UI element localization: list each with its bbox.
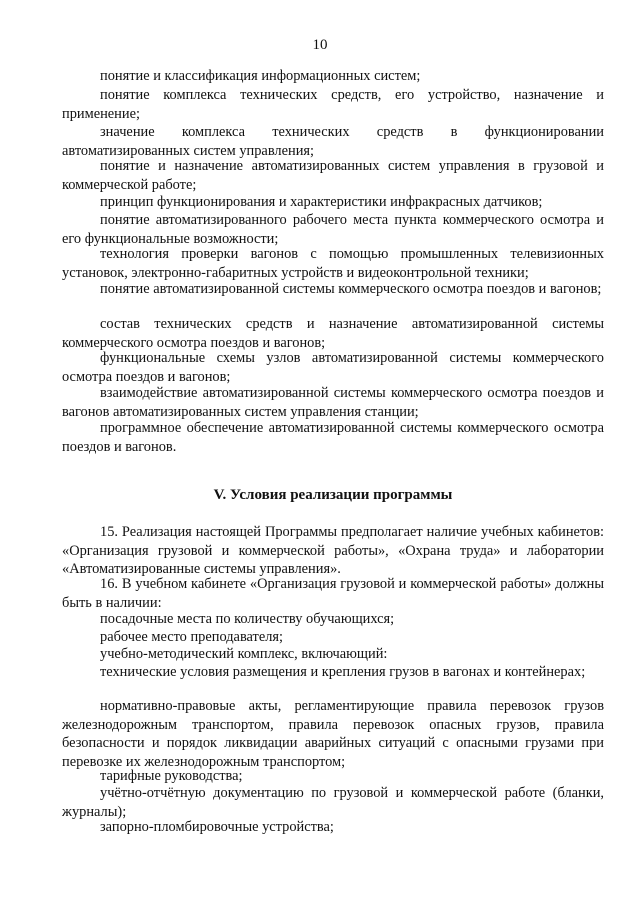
list-item: посадочные места по количеству обучающихся; (100, 611, 395, 627)
list-item: запорно-пломбировочные устройства; (100, 819, 334, 835)
page-number: 10 (312, 37, 328, 53)
list-item: функциональные схемы узлов автоматизированной системы коммерческого осмотра поездов и вагонов; (62, 350, 604, 385)
list-item: понятие автоматизированного рабочего места пункта коммерческого осмотра и его функциональные возможности; (62, 212, 604, 247)
list-item: понятие и назначение автоматизированных систем управления в грузовой и коммерческой работе; (62, 158, 604, 193)
list-item: понятие и классификация информационных систем; (100, 68, 421, 84)
paragraph: 16. В учебном кабинете «Организация грузовой и коммерческой работы» должны быть в наличии: (62, 576, 604, 611)
list-item: понятие комплекса технических средств, его устройство, назначение и применение; (62, 87, 604, 122)
list-item: состав технических средств и назначение автоматизированной системы коммерческого осмотра поездов и вагонов; (62, 316, 604, 351)
list-item: значение комплекса технических средств в функционировании автоматизированных систем управления; (62, 124, 604, 159)
list-item: рабочее место преподавателя; (100, 629, 284, 645)
list-item: понятие автоматизированной системы коммерческого осмотра поездов и вагонов; (100, 281, 602, 297)
list-item: технология проверки вагонов с помощью промышленных телевизионных установок, электронно-габаритных устройств и видеоконтрольной техники; (62, 246, 604, 281)
section-heading: V. Условия реализации программы (213, 487, 453, 503)
list-item: тарифные руководства; (100, 768, 243, 784)
list-item: технические условия размещения и крепления грузов в вагонах и контейнерах; (100, 664, 586, 680)
list-item: нормативно-правовые акты, регламентирующие правила перевозок грузов железнодорожным транспортом, правила перевозок опасных грузов, правила безопасности и порядок ликвидации аварийных ситуаций с опасными грузами при перевозке их железнодорожным транспортом; (62, 698, 604, 770)
list-item: учебно-методический комплекс, включающий: (100, 646, 388, 662)
list-item: программное обеспечение автоматизированной системы коммерческого осмотра поездов и вагонов. (62, 420, 604, 455)
list-item: принцип функционирования и характеристики инфракрасных датчиков; (100, 194, 543, 210)
list-item: взаимодействие автоматизированной системы коммерческого осмотра поездов и вагонов автоматизированных систем управления станции; (62, 385, 604, 420)
paragraph: 15. Реализация настоящей Программы предполагает наличие учебных кабинетов: «Организация грузовой и коммерческой работы», «Охрана труда» и лаборатории «Автоматизированные системы управления». (62, 524, 604, 578)
list-item: учётно-отчётную документацию по грузовой и коммерческой работе (бланки, журналы); (62, 785, 604, 820)
